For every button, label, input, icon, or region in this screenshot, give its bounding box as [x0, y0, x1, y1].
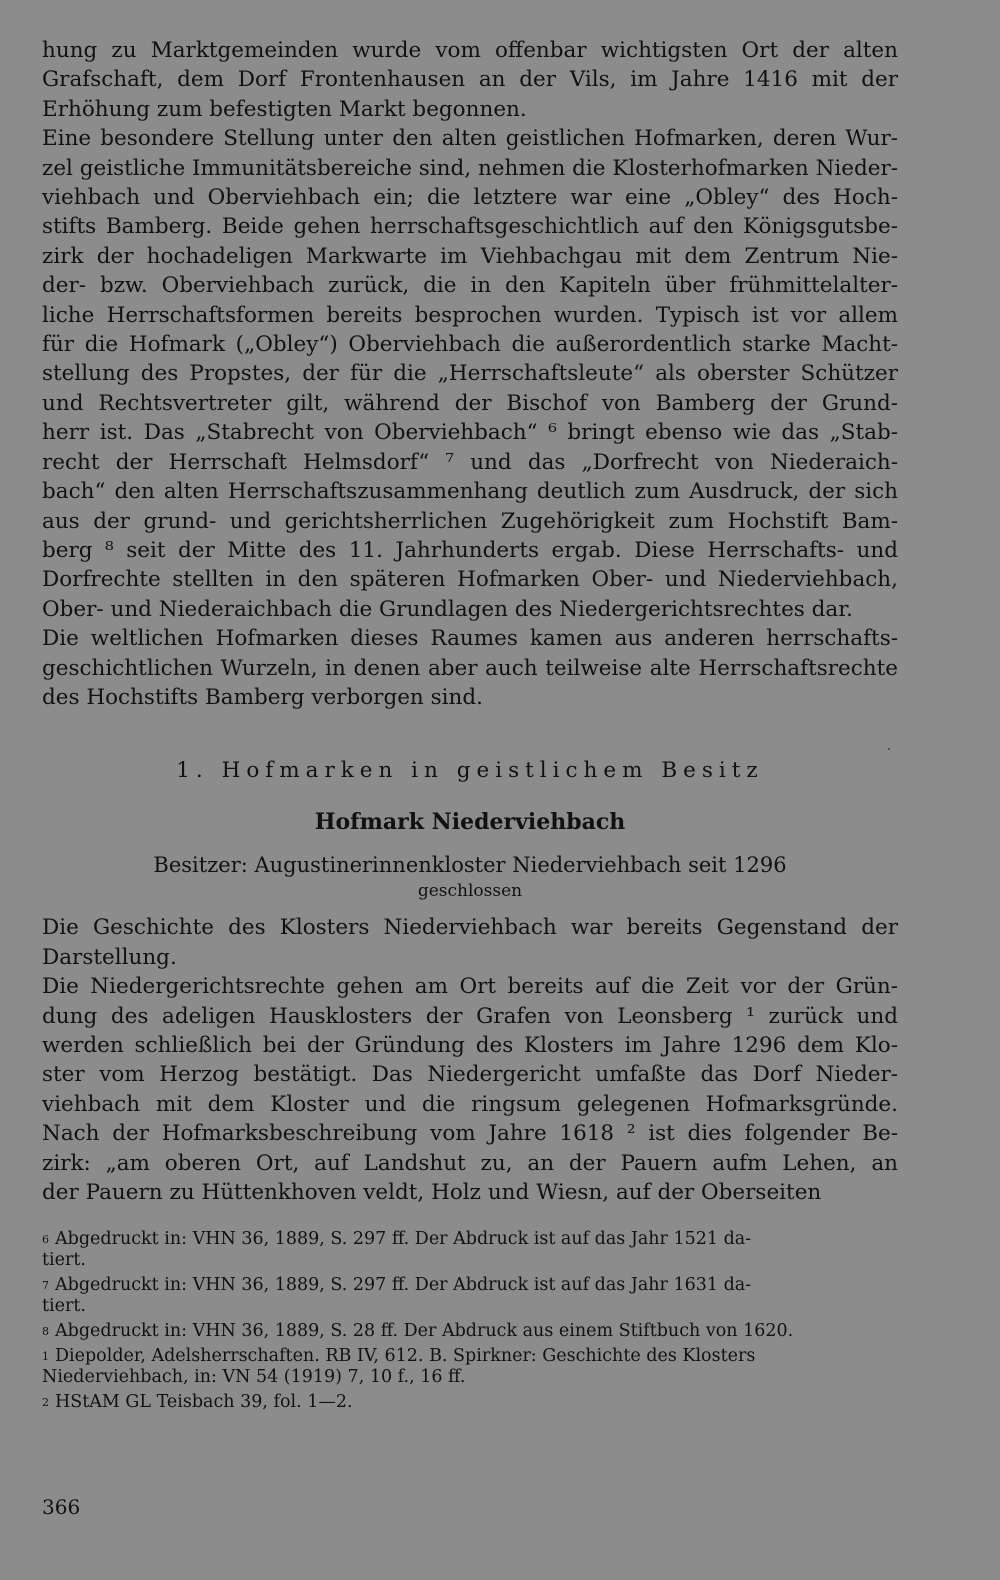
paragraph	[42, 624, 898, 712]
text-line: stifts Bamberg. Beide gehen herrschaftsgeschichtlich auf den Königsgutsbe-	[42, 214, 898, 240]
footnote-continuation: tiert.	[42, 1250, 86, 1271]
text-line: viehbach und Oberviehbach ein; die letztere war eine „Obley“ des Hoch-	[42, 185, 898, 211]
footnote-text: Abgedruckt in: VHN 36, 1889, S. 297 ff. Der Abdruck ist auf das Jahr 1521 da-	[55, 1229, 752, 1250]
footnote-text: HStAM GL Teisbach 39, fol. 1—2.	[55, 1392, 353, 1413]
text-line: dung des adeligen Hausklosters der Grafen von Leonsberg ¹ zurück und	[42, 1003, 898, 1029]
status-line: geschlossen	[417, 881, 523, 902]
paragraph	[42, 124, 898, 624]
text-line: Ober- und Niederaichbach die Grundlagen des Niedergerichtsrechtes dar.	[42, 596, 853, 622]
footnotes	[42, 1229, 898, 1413]
text-line: werden schließlich bei der Gründung des Klosters im Jahre 1296 dem Klo-	[42, 1032, 898, 1058]
text-line: liche Herrschaftsformen bereits besprochen wurden. Typisch ist vor allem	[42, 302, 898, 328]
text-line: Darstellung.	[42, 944, 177, 970]
paragraph	[42, 36, 898, 124]
text-line: des Hochstifts Bamberg verborgen sind.	[42, 684, 483, 710]
footnote-mark: 6	[42, 1233, 49, 1247]
text-line: Die Niedergerichtsrechte gehen am Ort bereits auf die Zeit vor der Grün-	[42, 974, 898, 1000]
text-line: bach“ den alten Herrschaftszusammenhang deutlich zum Ausdruck, der sich	[42, 479, 898, 505]
top-text	[42, 36, 898, 712]
text-line: der- bzw. Oberviehbach zurück, die in den Kapiteln über frühmittelalter-	[42, 273, 898, 299]
footnote-mark: 8	[42, 1325, 49, 1339]
text-line: zel geistliche Immunitätsbereiche sind, nehmen die Klosterhofmarken Nieder-	[42, 155, 899, 181]
text-line: hung zu Marktgemeinden wurde vom offenbar wichtigsten Ort der alten	[42, 38, 898, 63]
footnote-continuation: Niederviehbach, in: VN 54 (1919) 7, 10 f., 16 ff.	[42, 1367, 466, 1388]
hofmark-heading: Hofmark Niederviehbach	[314, 809, 626, 836]
paragraph	[42, 913, 898, 972]
text-line: für die Hofmark („Obley“) Oberviehbach die außerordentlich starke Macht-	[42, 332, 898, 358]
paragraph	[42, 972, 898, 1207]
text-line: aus der grund- und gerichtsherrlichen Zugehörigkeit zum Hochstift Bam-	[42, 508, 898, 534]
text-line: zirk: „am oberen Ort, auf Landshut zu, an der Pauern aufm Lehen, an	[42, 1150, 898, 1176]
text-line: der Pauern zu Hüttenkhoven veldt, Holz und Wiesn, auf der Oberseiten	[42, 1180, 822, 1205]
text-line: Erhöhung zum befestigten Markt begonnen.	[42, 96, 527, 122]
scan-speck	[888, 748, 890, 750]
text-line: ster vom Herzog bestätigt. Das Niedergericht umfaßte das Dorf Nieder-	[42, 1062, 898, 1088]
bottom-text	[42, 913, 898, 1207]
text-line: Die weltlichen Hofmarken dieses Raumes kamen aus anderen herrschafts-	[42, 626, 898, 652]
text-line: herr ist. Das „Stabrecht von Oberviehbach“ ⁶ bringt ebenso wie das „Stab-	[42, 420, 898, 446]
footnote-text: Abgedruckt in: VHN 36, 1889, S. 297 ff. Der Abdruck ist auf das Jahr 1631 da-	[55, 1275, 752, 1296]
text-line: viehbach mit dem Kloster und die ringsum gelegenen Hofmarksgründe.	[42, 1091, 898, 1117]
text-line: stellung des Propstes, der für die „Herrschaftsleute“ als oberster Schützer	[42, 361, 898, 387]
footnote-mark: 7	[42, 1279, 49, 1293]
owner-line: Besitzer: Augustinerinnenkloster Niederviehbach seit 1296	[153, 853, 787, 878]
text-line: berg ⁸ seit der Mitte des 11. Jahrhunderts ergab. Diese Herrschafts- und	[42, 537, 898, 563]
text-line: zirk der hochadeligen Markwarte im Viehbachgau mit dem Zentrum Nie-	[42, 243, 898, 269]
text-line: recht der Herrschaft Helmsdorf“ ⁷ und das „Dorfrecht von Niederaich-	[42, 449, 898, 475]
text-line: Die Geschichte des Klosters Niederviehbach war bereits Gegenstand der	[42, 915, 898, 941]
text-line: Nach der Hofmarksbeschreibung vom Jahre 1618 ² ist dies folgender Be-	[42, 1121, 898, 1147]
footnote	[42, 1321, 898, 1342]
text-line: Eine besondere Stellung unter den alten geistlichen Hofmarken, deren Wur-	[42, 126, 898, 152]
text-line: geschichtlichen Wurzeln, in denen aber auch teilweise alte Herrschaftsrechte	[42, 655, 898, 681]
footnote-text: Abgedruckt in: VHN 36, 1889, S. 28 ff. Der Abdruck aus einem Stiftbuch von 1620.	[55, 1321, 794, 1342]
page-number: 366	[42, 1495, 81, 1519]
footnote	[42, 1346, 898, 1388]
text-line: Grafschaft, dem Dorf Frontenhausen an der Vils, im Jahre 1416 mit der	[42, 67, 898, 93]
text-line: Dorfrechte stellten in den späteren Hofmarken Ober- und Niederviehbach,	[42, 567, 898, 593]
footnote	[42, 1275, 898, 1317]
footnote-continuation: tiert.	[42, 1296, 86, 1317]
footnote	[42, 1392, 898, 1413]
text-line: und Rechtsvertreter gilt, während der Bischof von Bamberg der Grund-	[42, 390, 898, 416]
footnote-mark: 1	[42, 1350, 49, 1364]
section-title: 1. Hofmarken in geistlichem Besitz	[176, 758, 764, 784]
footnote-text: Diepolder, Adelsherrschaften. RB IV, 612. B. Spirkner: Geschichte des Klosters	[55, 1346, 756, 1367]
footnote	[42, 1229, 898, 1271]
footnote-mark: 2	[42, 1396, 49, 1410]
